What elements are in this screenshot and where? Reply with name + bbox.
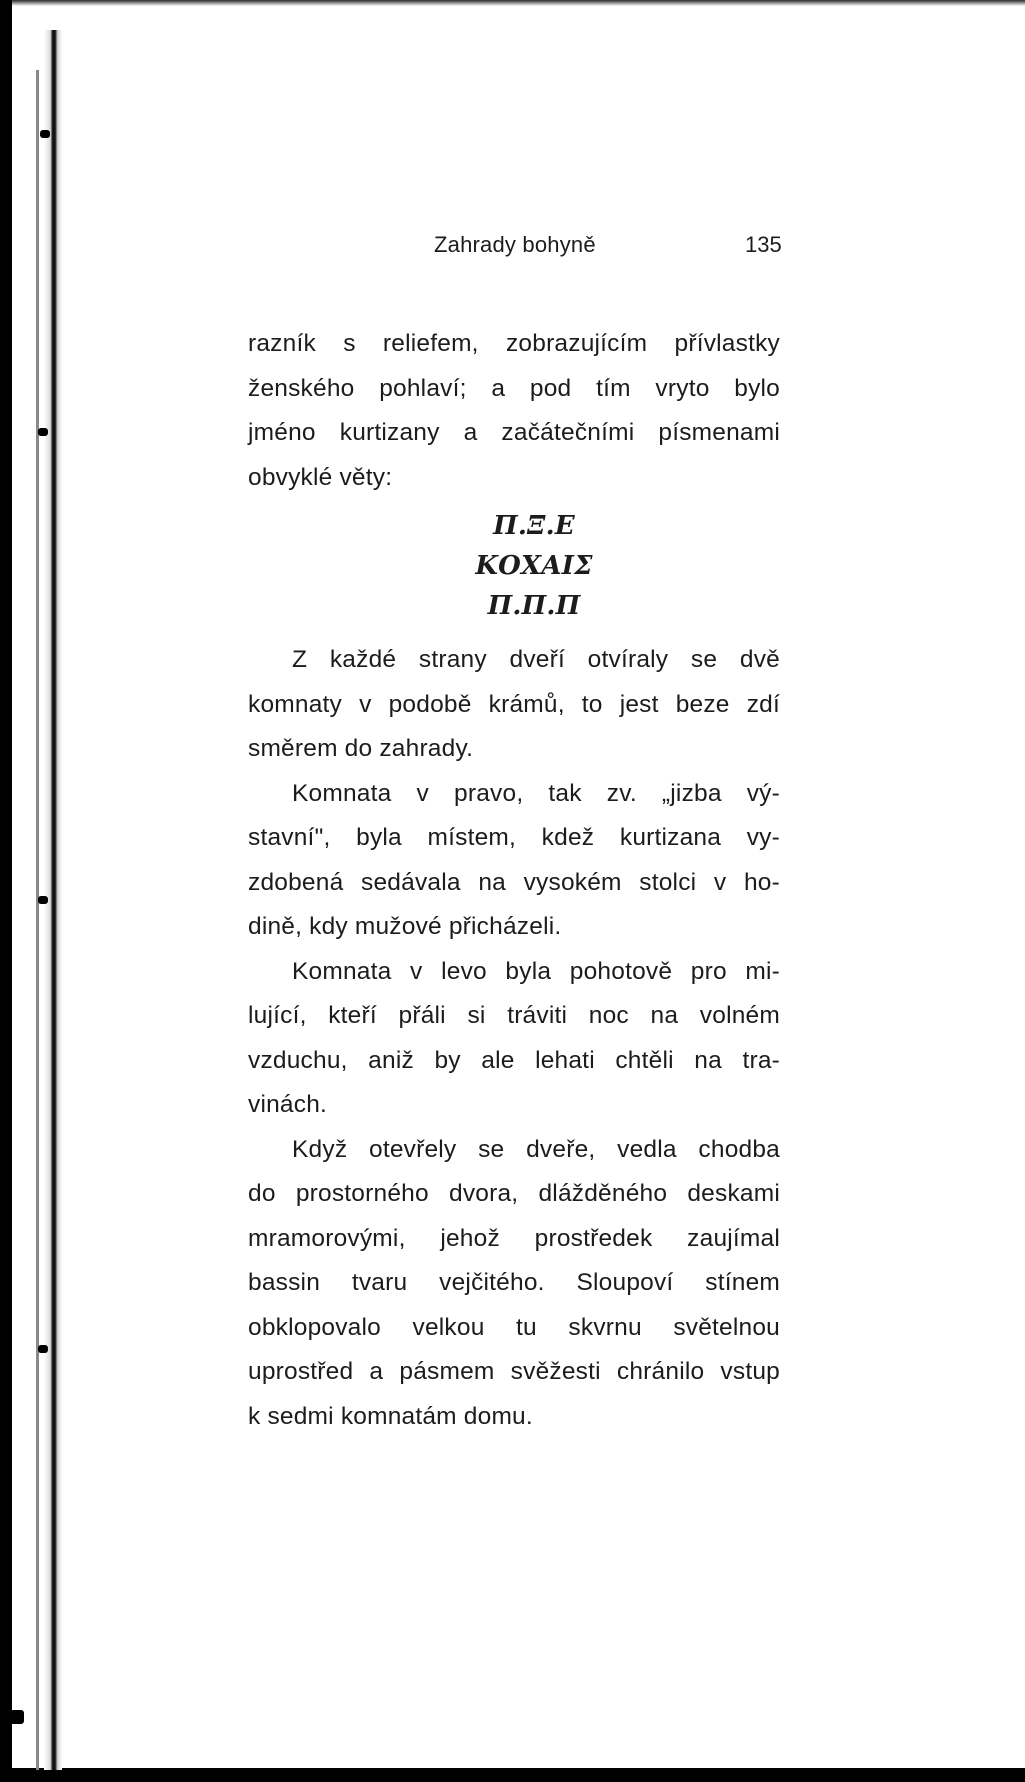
text-line: jméno kurtizany a začátečními písmenami <box>248 419 780 446</box>
text-line: bassin tvaru vejčitého. Sloupoví stínem <box>248 1269 780 1296</box>
binding-mark <box>38 1345 48 1353</box>
text-line: vzduchu, aniž by ale lehati chtěli na tra- <box>248 1046 780 1074</box>
text-line: uprostřed a pásmem svěžesti chránilo vstup <box>248 1358 780 1385</box>
paragraph-4 <box>248 950 780 1128</box>
binding-mark <box>38 896 48 904</box>
scan-edge-left <box>0 0 12 1782</box>
page-number: 135 <box>745 232 782 257</box>
inscription-line: ΚΟΧΑΙΣ <box>475 551 593 581</box>
text-line: mramorovými, jehož prostředek zaujímal <box>248 1224 780 1252</box>
text-line: razník s reliefem, zobrazujícím přívlastky <box>248 330 780 357</box>
inscription-line: Π.Ξ.Ε <box>493 511 575 541</box>
text-line: směrem do zahrady. <box>248 735 474 762</box>
text-line: lující, kteří přáli si tráviti noc na volném <box>248 1002 780 1029</box>
text-line: k sedmi komnatám domu. <box>248 1402 533 1430</box>
paragraph-1 <box>248 322 780 500</box>
text-line: dině, kdy mužové přicházeli. <box>248 913 562 940</box>
paragraph-2 <box>248 638 780 772</box>
scan-edge-bottom <box>0 1768 1025 1782</box>
text-line: stavní", byla místem, kdež kurtizana vy- <box>248 824 780 851</box>
binding-mark <box>38 428 48 436</box>
text-line: do prostorného dvora, dlážděného deskami <box>248 1180 780 1207</box>
text-line: ženského pohlaví; a pod tím vryto bylo <box>248 374 780 402</box>
text-line: obvyklé věty: <box>248 463 393 491</box>
inscription <box>248 506 780 626</box>
running-title: Zahrady bohyně <box>434 232 596 257</box>
paragraph-5 <box>248 1128 780 1440</box>
text-line: komnaty v podobě krámů, to jest beze zdí <box>248 690 780 718</box>
binding-mark <box>10 1710 24 1724</box>
inscription-line: Π.Π.Π <box>487 591 581 621</box>
binding-shadow <box>36 70 39 1770</box>
text-line: Komnata v levo byla pohotově pro mi- <box>292 957 780 985</box>
text-line: obklopovalo velkou tu skvrnu světelnou <box>248 1313 780 1341</box>
text-line: Z každé strany dveří otvíraly se dvě <box>292 646 780 673</box>
paragraph-3 <box>248 772 780 950</box>
page-header <box>0 232 1025 262</box>
body-text <box>248 322 780 1439</box>
text-line: vinách. <box>248 1091 328 1118</box>
scan-edge-top <box>0 0 1025 6</box>
binding-mark <box>40 130 50 138</box>
text-line: Když otevřely se dveře, vedla chodba <box>292 1135 780 1163</box>
text-line: zdobená sedávala na vysokém stolci v ho- <box>248 868 780 896</box>
text-line: Komnata v pravo, tak zv. „jizba vý- <box>292 779 780 807</box>
